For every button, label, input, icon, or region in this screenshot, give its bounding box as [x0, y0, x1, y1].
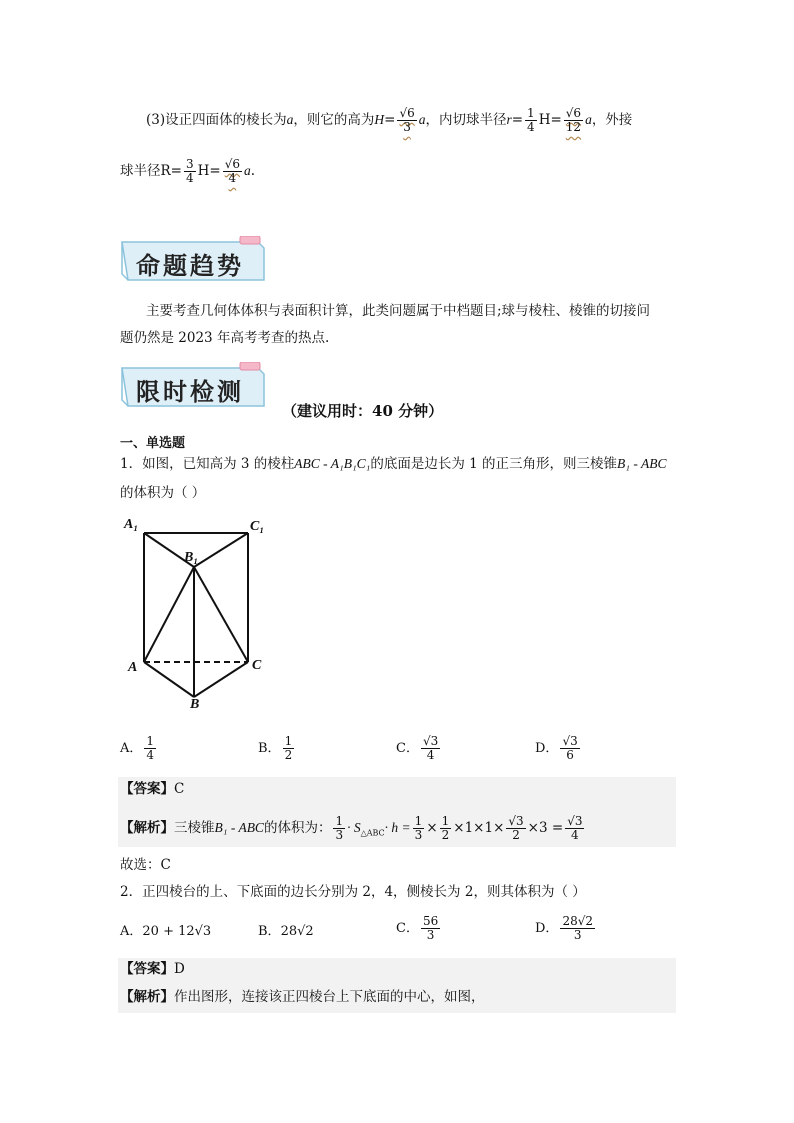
- frac-num: 1: [414, 814, 423, 828]
- frac-num: 1: [284, 734, 293, 748]
- q2-option-a[interactable]: [120, 922, 211, 942]
- frac-den: 3: [414, 828, 423, 842]
- eq-sign: =: [170, 163, 182, 179]
- q1-conclusion: 故选：C: [120, 857, 171, 873]
- formula-fraction: [506, 815, 525, 842]
- frac-num: 1: [146, 734, 155, 748]
- frac-num: 56: [422, 914, 439, 928]
- circumradius-fraction: [223, 158, 242, 185]
- frac-den: 4: [146, 748, 155, 762]
- q2-option-d[interactable]: [535, 915, 597, 942]
- q1-pyramid: B₁ - ABC: [617, 456, 667, 471]
- suggested-time: （建议用时：40 分钟）: [282, 402, 444, 420]
- prism-diagram: [120, 515, 280, 715]
- q1-stem-line-1: [120, 454, 666, 474]
- option-letter: C．: [396, 921, 419, 936]
- height-fraction: [397, 107, 416, 134]
- var-a: a: [286, 112, 294, 127]
- banner-test: [118, 362, 268, 412]
- option-fraction: [421, 915, 440, 942]
- eq-sign: =: [209, 163, 221, 179]
- var-R: R: [160, 163, 171, 179]
- frac-den: 4: [228, 171, 237, 185]
- banner-trend: [118, 236, 268, 286]
- intro-text-b: ，则它的高为: [293, 112, 375, 128]
- formula-rest: ×1×1×: [453, 820, 505, 836]
- intro-line-2: [120, 158, 255, 185]
- option-text: 20 + 12√3: [142, 924, 212, 939]
- answer-value: C: [174, 781, 185, 797]
- label-C: C: [252, 658, 262, 673]
- banner-test-title: 限时检测: [136, 378, 244, 406]
- frac-den: 2: [512, 828, 520, 842]
- var-H2: H: [538, 112, 551, 128]
- eq-sign: =: [511, 112, 524, 128]
- q1-option-b[interactable]: [258, 735, 296, 762]
- frac-num: √6: [565, 106, 582, 120]
- prism-figure: [120, 515, 280, 715]
- frac-num: 1: [335, 814, 344, 828]
- intro-text-e: 球半径: [120, 163, 161, 179]
- frac-num: 28√2: [562, 914, 593, 928]
- label-A: A: [128, 660, 138, 675]
- frac-num: √6: [399, 106, 415, 120]
- frac-den: 3: [573, 928, 582, 942]
- frac-den: 4: [527, 120, 535, 134]
- frac-den: 4: [571, 828, 579, 842]
- option-letter: D．: [535, 741, 559, 756]
- inradius-fraction: [564, 107, 583, 134]
- period: .: [250, 163, 256, 179]
- option-letter: B．: [258, 924, 281, 939]
- q1-option-a[interactable]: [120, 735, 158, 762]
- frac-den: 3: [426, 928, 435, 942]
- formula-fraction: [333, 815, 345, 842]
- q2-analysis: [120, 987, 485, 1007]
- label-B: B: [190, 697, 200, 712]
- var-H3: H: [197, 163, 210, 179]
- option-fraction: [421, 735, 440, 762]
- eq-sign: =: [550, 112, 562, 128]
- analysis-text: 三棱锥: [174, 820, 215, 836]
- option-letter: A．: [120, 924, 143, 939]
- option-letter: C．: [396, 741, 419, 756]
- frac-num: √6: [224, 157, 240, 171]
- intro-text-a: (3)设正四面体的棱长为: [146, 112, 287, 128]
- label-A1: A₁: [124, 517, 139, 532]
- analysis-text: 的体积为：: [263, 820, 332, 836]
- analysis-label: 【解析】: [120, 820, 174, 836]
- formula-fraction: [440, 815, 452, 842]
- q1-answer: [120, 779, 184, 799]
- label-C1: C₁: [250, 519, 265, 534]
- frac-den: 4: [185, 171, 194, 185]
- option-letter: D．: [535, 921, 559, 936]
- formula-fraction: [565, 815, 584, 842]
- banner-trend-title: 命题趋势: [136, 252, 244, 280]
- frac-den: 6: [566, 748, 574, 762]
- q1-stem-line-2: 的体积为（ ）: [120, 485, 206, 501]
- formula-sub: △ABC: [360, 828, 385, 838]
- formula-times: ×: [426, 820, 438, 836]
- analysis-text: 作出图形，连接该正四棱台上下底面的中心，如图，: [174, 989, 485, 1005]
- intro-text-d: ，外接: [591, 112, 633, 128]
- frac-num: √3: [508, 814, 524, 828]
- var-a: a: [244, 163, 251, 178]
- quarter-fraction: [525, 107, 537, 134]
- frac-den: 2: [441, 828, 450, 842]
- option-fraction: [144, 735, 156, 762]
- q1-analysis: [120, 815, 586, 844]
- frac-num: √3: [567, 814, 583, 828]
- frac-den: 2: [284, 748, 293, 762]
- frac-num: 3: [185, 157, 194, 171]
- trend-line-1: 主要考查几何体体积与表面积计算，此类问题属于中档题目;球与棱柱、棱锥的切接问: [146, 303, 651, 319]
- threequarter-fraction: [184, 158, 196, 185]
- var-r: r: [506, 112, 512, 127]
- frac-num: 1: [441, 814, 450, 828]
- analysis-label: 【解析】: [120, 989, 174, 1005]
- q1-stem-text: 的底面是边长为 1 的正三角形，则三棱锥: [370, 456, 618, 472]
- var-H: H: [374, 112, 385, 127]
- eq-sign: =: [384, 112, 396, 128]
- option-fraction: [560, 735, 579, 762]
- frac-num: √3: [422, 734, 439, 748]
- formula-times3: ×3 =: [527, 820, 564, 836]
- section-title: 一、单选题: [120, 436, 186, 451]
- frac-den: 12: [565, 120, 582, 134]
- option-letter: A．: [120, 741, 143, 756]
- option-text: 28√2: [280, 924, 314, 939]
- q1-option-c[interactable]: [396, 735, 442, 762]
- answer-label: 【答案】: [120, 961, 174, 977]
- analysis-pyramid: B₁ - ABC: [214, 820, 264, 835]
- q2-option-b[interactable]: [258, 922, 314, 942]
- option-fraction: [283, 735, 295, 762]
- formula-s: · S: [347, 820, 361, 835]
- intro-line-1: [146, 107, 632, 134]
- var-a: a: [418, 112, 426, 127]
- intro-text-c: ，内切球半径: [425, 112, 507, 128]
- frac-den: 3: [335, 828, 344, 842]
- trend-line-2: 题仍然是 2023 年高考考查的热点.: [120, 330, 330, 346]
- option-fraction: [560, 915, 595, 942]
- answer-value: D: [174, 961, 185, 977]
- q2-option-c[interactable]: [396, 915, 442, 942]
- q1-stem-text: 1．如图，已知高为 3 的棱柱: [120, 456, 295, 472]
- q2-stem: 2．正四棱台的上、下底面的边长分别为 2，4，侧棱长为 2，则其体积为（ ）: [120, 884, 586, 900]
- frac-num: √3: [562, 734, 578, 748]
- formula-h: · h =: [384, 820, 411, 835]
- frac-den: 4: [426, 748, 435, 762]
- frac-den: 3: [403, 120, 411, 134]
- q2-answer: [120, 959, 185, 979]
- q1-prism: ABC - A₁B₁C₁: [294, 456, 371, 471]
- formula-fraction: [413, 815, 425, 842]
- option-letter: B．: [258, 741, 281, 756]
- answer-label: 【答案】: [120, 781, 174, 797]
- q1-option-d[interactable]: [535, 735, 582, 762]
- label-B1: B₁: [184, 550, 199, 565]
- frac-num: 1: [527, 106, 535, 120]
- var-a: a: [585, 112, 592, 127]
